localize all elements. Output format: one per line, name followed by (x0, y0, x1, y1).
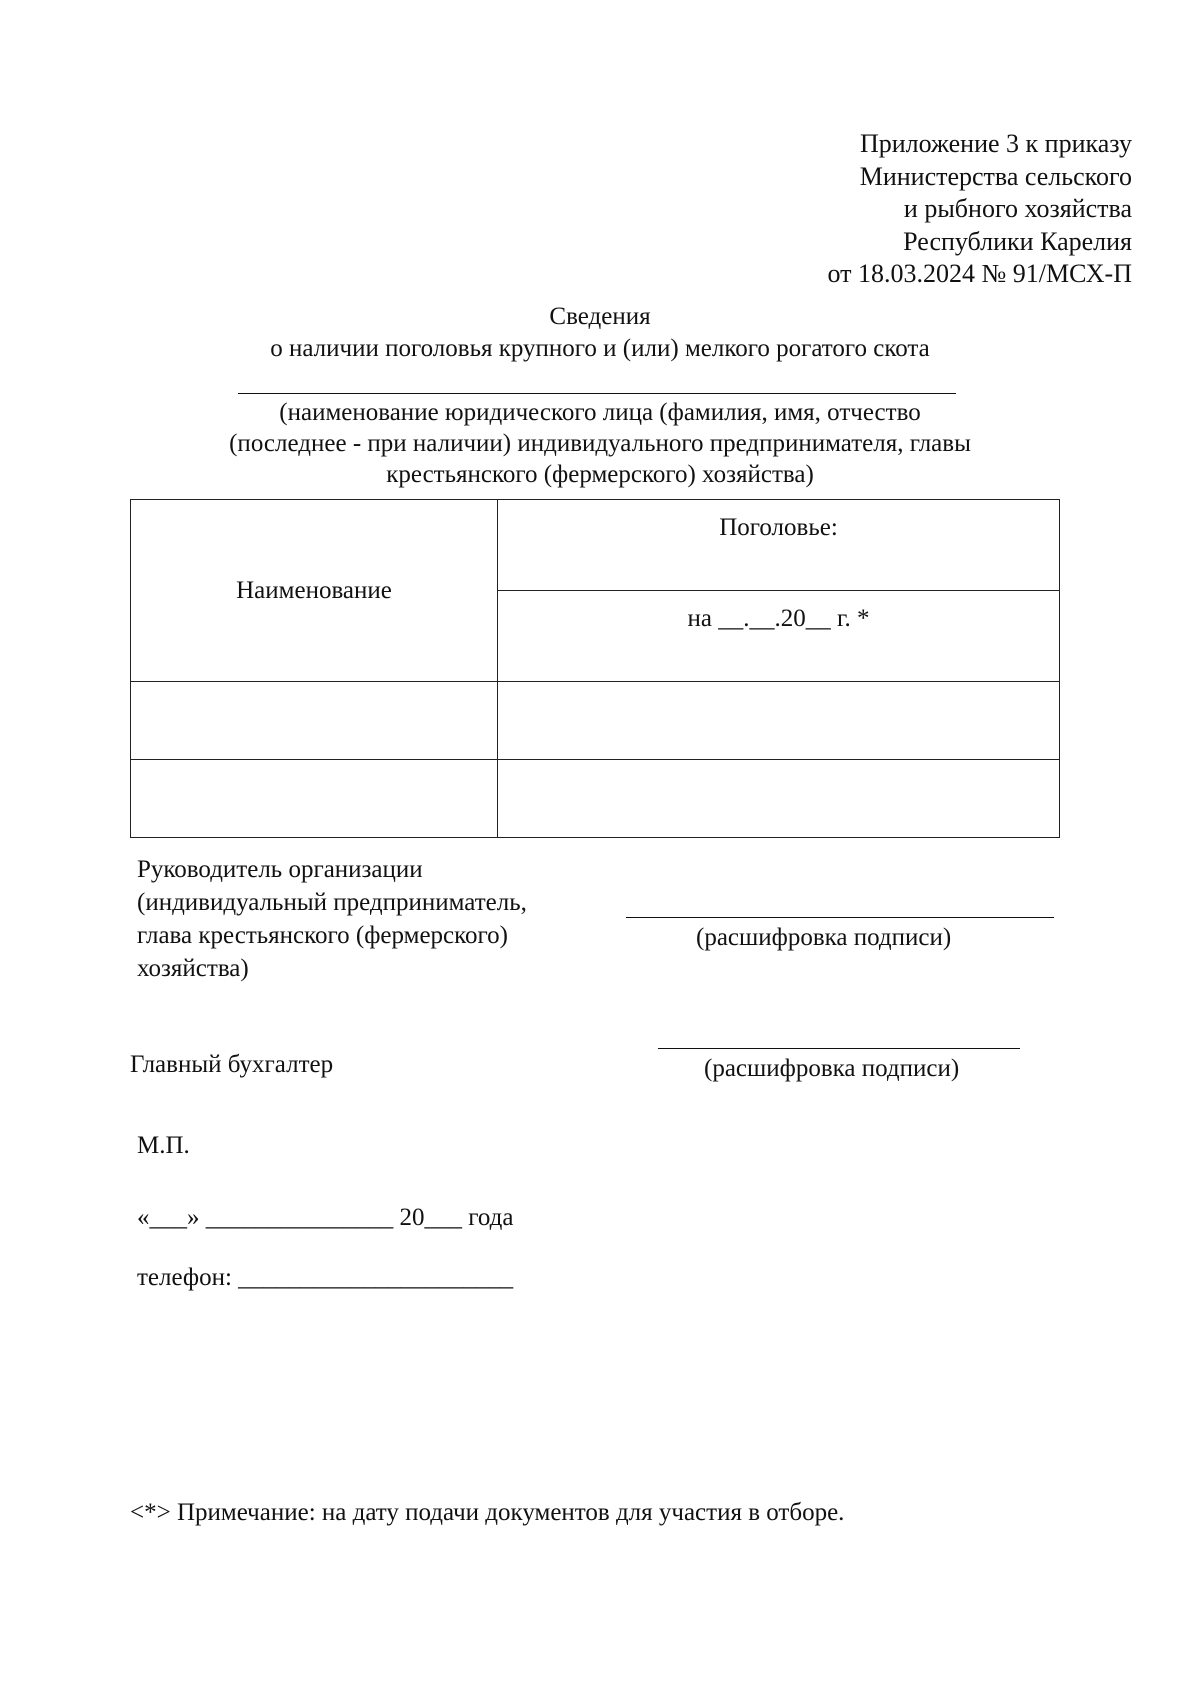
appendix-reference (827, 128, 1132, 291)
head-signature-decoding: (расшифровка подписи) (696, 924, 952, 951)
accountant-label: Главный бухгалтер (130, 1051, 334, 1078)
organization-name-line (238, 393, 956, 394)
column-header-name: Наименование (131, 500, 498, 682)
head-label-line: хозяйства) (137, 955, 249, 982)
appendix-line: Приложение 3 к приказу (859, 129, 1132, 158)
head-signature-label (137, 853, 527, 985)
column-header-livestock: Поголовье: (498, 500, 1060, 591)
appendix-line: и рыбного хозяйства (903, 194, 1132, 223)
head-label-line: Руководитель организации (137, 856, 423, 883)
document-title: Сведения (549, 303, 651, 330)
appendix-line: Республики Карелия (903, 226, 1132, 256)
table-row (131, 760, 1060, 838)
appendix-line: от 18.03.2024 № 91/МСХ-П (827, 259, 1132, 288)
accountant-signature-decoding: (расшифровка подписи) (704, 1055, 960, 1082)
document-subtitle: о наличии поголовья крупного и (или) мелкого рогатого скота (270, 335, 930, 362)
livestock-table (130, 499, 1060, 838)
hint-line: (наименование юридического лица (фамилия, имя, отчество (279, 399, 921, 426)
table-cell[interactable] (498, 760, 1060, 838)
organization-name-hint (0, 397, 1200, 490)
table-row (131, 682, 1060, 760)
stamp-place: М.П. (137, 1132, 190, 1159)
accountant-signature-line[interactable] (658, 1048, 1020, 1049)
head-label-line: глава крестьянского (фермерского) (137, 922, 508, 949)
table-cell[interactable] (131, 760, 498, 838)
appendix-line: Министерства сельского (859, 161, 1132, 191)
head-signature-line[interactable] (626, 917, 1054, 918)
table-cell[interactable] (131, 682, 498, 760)
column-header-date: на __.__.20__ г. * (498, 591, 1060, 682)
footnote: <*> Примечание: на дату подачи документов для участия в отборе. (130, 1499, 845, 1526)
phone-field[interactable]: телефон: ______________________ (137, 1264, 514, 1291)
head-label-line: (индивидуальный предприниматель, (137, 889, 527, 916)
hint-line: (последнее - при наличии) индивидуального предпринимателя, главы (229, 430, 971, 457)
table-cell[interactable] (498, 682, 1060, 760)
hint-line: крестьянского (фермерского) хозяйства) (386, 461, 814, 488)
date-field[interactable]: «___» _______________ 20___ года (137, 1204, 514, 1231)
